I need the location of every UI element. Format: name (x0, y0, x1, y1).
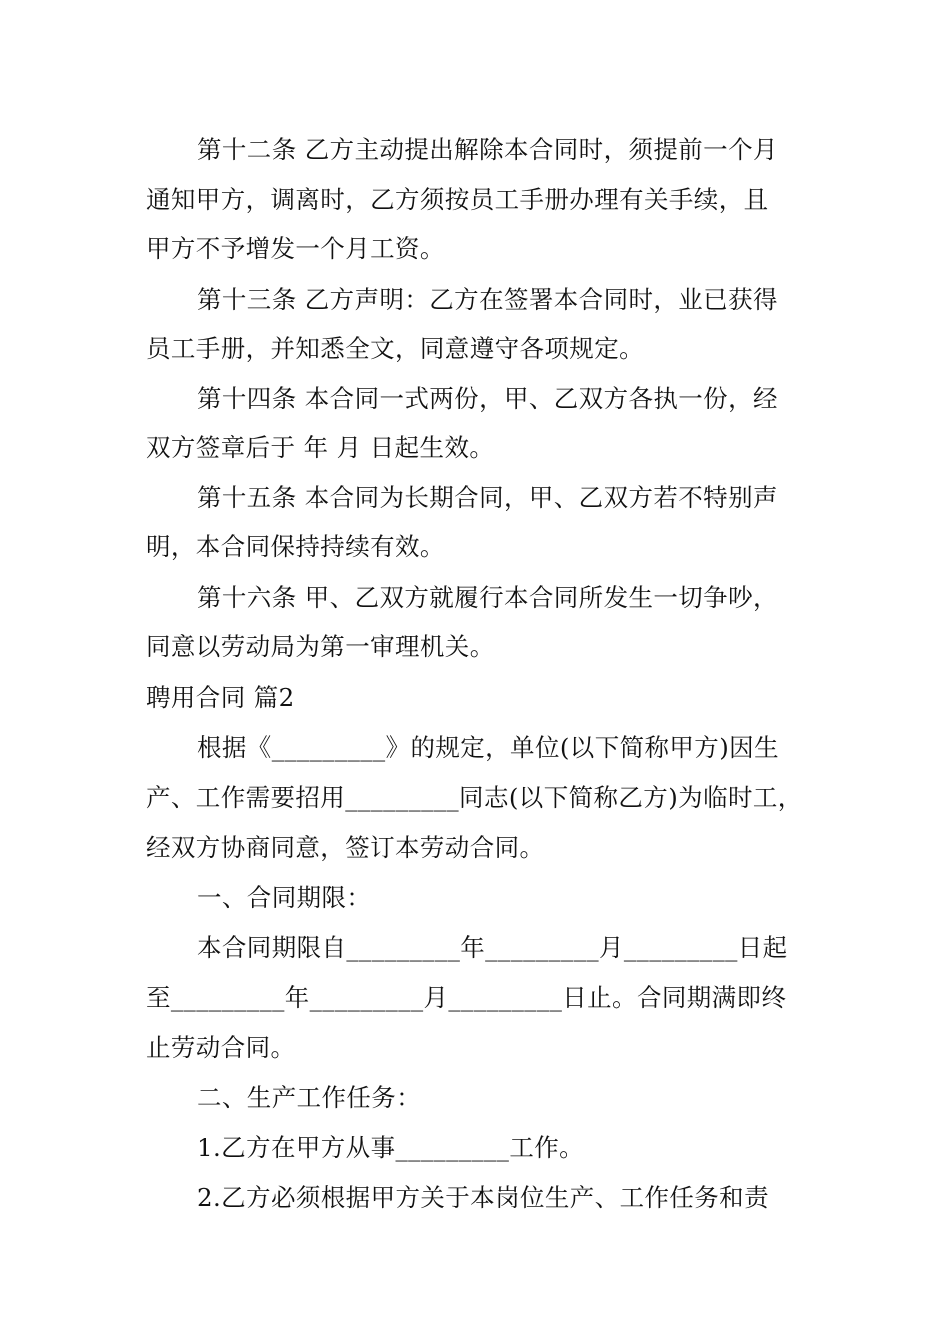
intro-line-1: 根据《_________》的规定，单位(以下简称甲方)因生 (197, 733, 779, 762)
term-line-3: 止劳动合同。 (146, 1033, 296, 1062)
term-line-1: 本合同期限自_________年_________月_________日起 (197, 933, 788, 962)
task-item-1: 1.乙方在甲方从事_________工作。 (197, 1133, 585, 1162)
clause-12-line-3: 甲方不予增发一个月工资。 (146, 234, 445, 263)
clause-14-line-2: 双方签章后于 年 月 日起生效。 (146, 433, 495, 462)
clause-12-line-2: 通知甲方，调离时，乙方须按员工手册办理有关手续，且 (146, 185, 769, 214)
clause-16-line-2: 同意以劳动局为第一审理机关。 (146, 632, 495, 661)
intro-line-2: 产、工作需要招用_________同志(以下简称乙方)为临时工， (146, 783, 803, 812)
clause-12-line-1: 第十二条 乙方主动提出解除本合同时，须提前一个月 (197, 135, 778, 164)
task-heading: 二、生产工作任务： (197, 1083, 422, 1112)
section-heading: 聘用合同 篇2 (146, 683, 295, 712)
clause-13-line-2: 员工手册，并知悉全文，同意遵守各项规定。 (146, 334, 644, 363)
task-item-2: 2.乙方必须根据甲方关于本岗位生产、工作任务和责 (197, 1183, 769, 1212)
clause-14-line-1: 第十四条 本合同一式两份，甲、乙双方各执一份，经 (197, 384, 778, 413)
intro-line-3: 经双方协商同意，签订本劳动合同。 (146, 833, 545, 862)
term-line-2: 至_________年_________月_________日止。合同期满即终 (146, 983, 787, 1012)
term-heading: 一、合同期限： (197, 883, 372, 912)
clause-15-line-1: 第十五条 本合同为长期合同，甲、乙双方若不特别声 (197, 483, 778, 512)
clause-15-line-2: 明，本合同保持持续有效。 (146, 532, 445, 561)
clause-16-line-1: 第十六条 甲、乙双方就履行本合同所发生一切争吵， (197, 583, 778, 612)
clause-13-line-1: 第十三条 乙方声明：乙方在签署本合同时，业已获得 (197, 285, 778, 314)
